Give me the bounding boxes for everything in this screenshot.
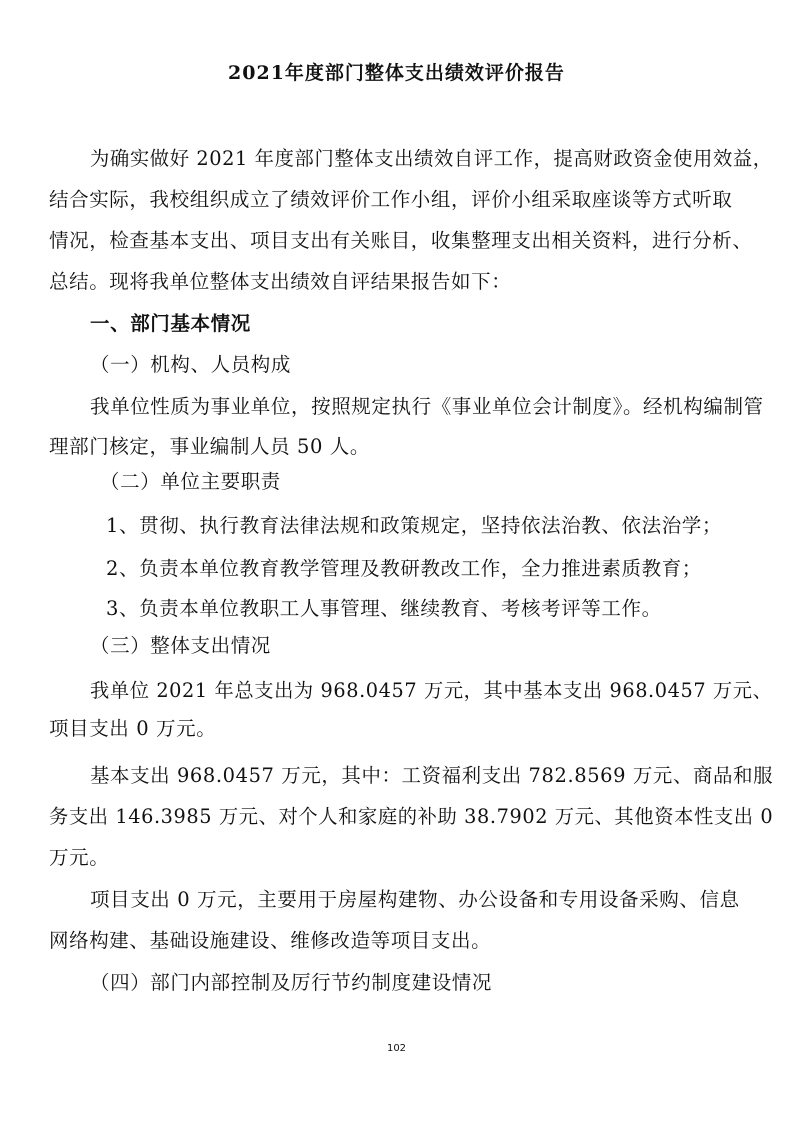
intro-line-1: 为确实做好 2021 年度部门整体支出绩效自评工作，提高财政资金使用效益， <box>90 147 773 170</box>
intro-line-2: 结合实际，我校组织成立了绩效评价工作小组，评价小组采取座谈等方式听取 <box>49 188 733 211</box>
sub3-p3-line-1: 项目支出 0 万元，主要用于房屋构建物、办公设备和专用设备采购、信息 <box>90 888 740 911</box>
sub1-line-2: 理部门核定，事业编制人员 50 人。 <box>49 435 371 458</box>
sub3-p2-line-2: 务支出 146.3985 万元、对个人和家庭的补助 38.7902 万元、其他资本性支出 0 <box>49 805 774 828</box>
sub3-p1-line-2: 项目支出 0 万元。 <box>49 717 217 740</box>
section-heading-1: 一、部门基本情况 <box>90 312 251 335</box>
sub3-p3-line-2: 网络构建、基础设施建设、维修改造等项目支出。 <box>49 929 492 952</box>
intro-line-3: 情况，检查基本支出、项目支出有关账目，收集整理支出相关资料，进行分析、 <box>49 229 753 252</box>
sub3-p2-line-1: 基本支出 968.0457 万元，其中：工资福利支出 782.8569 万元、商品和服 <box>90 764 774 787</box>
subsection-heading-3: （三）整体支出情况 <box>90 634 271 657</box>
duty-item-1: 1、贯彻、执行教育法律法规和政策规定，坚持依法治教、依法治学； <box>106 514 723 537</box>
subsection-heading-1: （一）机构、人员构成 <box>90 353 292 376</box>
sub3-p1-line-1: 我单位 2021 年总支出为 968.0457 万元，其中基本支出 968.0457 万元、 <box>90 679 773 702</box>
duty-item-3: 3、负责本单位教职工人事管理、继续教育、考核考评等工作。 <box>106 597 662 620</box>
duty-item-2: 2、负责本单位教育教学管理及教研教改工作，全力推进素质教育； <box>106 557 702 580</box>
intro-line-4: 总结。现将我单位整体支出绩效自评结果报告如下： <box>49 270 512 293</box>
subsection-heading-2: （二）单位主要职责 <box>100 470 281 493</box>
sub3-p2-line-3: 万元。 <box>49 846 110 869</box>
sub1-line-1: 我单位性质为事业单位，按照规定执行《事业单位会计制度》。经机构编制管 <box>90 395 764 418</box>
page-number: 102 <box>386 1043 407 1054</box>
subsection-heading-4: （四）部门内部控制及厉行节约制度建设情况 <box>90 971 493 994</box>
report-title: 2021年度部门整体支出绩效评价报告 <box>228 62 565 84</box>
